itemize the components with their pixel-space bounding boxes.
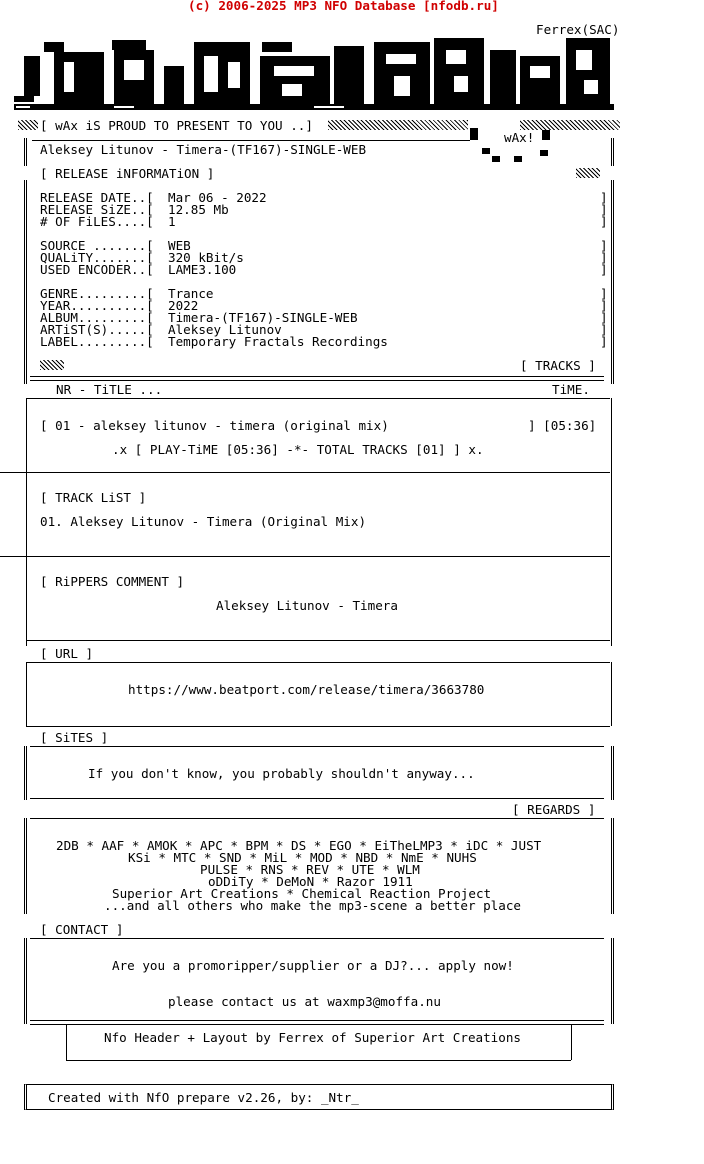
sites-text: If you don't know, you probably shouldn't anyway... xyxy=(88,766,475,781)
divider xyxy=(0,472,610,473)
sites-label: [ SiTES ] xyxy=(40,730,109,745)
info-key-label: LABEL.........[ xyxy=(40,334,154,349)
release-info-label: [ RELEASE iNFORMATiON ] xyxy=(40,166,215,181)
info-close: ] xyxy=(600,310,608,325)
contact-email[interactable]: please contact us at waxmp3@moffa.nu xyxy=(168,994,441,1009)
divider xyxy=(26,640,610,641)
info-key-year: YEAR..........[ xyxy=(40,298,154,313)
info-close: ] xyxy=(600,238,608,253)
info-value-quality: 320 kBit/s xyxy=(168,250,244,265)
divider xyxy=(66,1060,571,1061)
layout-credit: Nfo Header + Layout by Ferrex of Superior Art Creations xyxy=(104,1030,522,1045)
info-key-release-size: RELEASE SiZE..[ xyxy=(40,202,154,217)
info-close: ] xyxy=(600,334,608,349)
shade-block xyxy=(520,120,620,130)
info-close: ] xyxy=(600,262,608,277)
url-label: [ URL ] xyxy=(40,646,94,661)
regards-line: oDDiTy * DeMoN * Razor 1911 xyxy=(208,874,413,889)
info-value-source: WEB xyxy=(168,238,191,253)
info-key-source: SOURCE .......[ xyxy=(40,238,154,253)
info-close: ] xyxy=(600,322,608,337)
shade-block xyxy=(328,120,468,130)
regards-line: Superior Art Creations * Chemical Reaction Project xyxy=(112,886,492,901)
divider xyxy=(30,938,604,939)
info-key-release-date: RELEASE DATE..[ xyxy=(40,190,154,205)
info-close: ] xyxy=(600,214,608,229)
track-list-label: [ TRACK LiST ] xyxy=(40,490,147,505)
group-tag: wAx! xyxy=(504,130,535,145)
info-key-quality: QUALiTY.......[ xyxy=(40,250,154,265)
release-title: Aleksey Litunov - Timera-(TF167)-SINGLE-WEB xyxy=(40,142,367,157)
divider xyxy=(0,556,610,557)
info-value-album: Timera-(TF167)-SINGLE-WEB xyxy=(168,310,358,325)
divider xyxy=(32,140,470,141)
tracks-col-time: TiME. xyxy=(552,382,590,397)
info-value-artists: Aleksey Litunov xyxy=(168,322,282,337)
info-value-genre: Trance xyxy=(168,286,214,301)
total-playtime: .x [ PLAY-TiME [05:36] -*- TOTAL TRACKS [01] ] x. xyxy=(112,442,484,457)
contact-frame xyxy=(24,938,614,1024)
regards-line: 2DB * AAF * AMOK * APC * BPM * DS * EGO * EiTheLMP3 * iDC * JUST xyxy=(56,838,542,853)
proud-line: [ wAx iS PROUD TO PRESENT TO YOU ..] xyxy=(40,118,313,133)
info-key-encoder: USED ENCODER..[ xyxy=(40,262,154,277)
info-value-files: 1 xyxy=(168,214,176,229)
divider xyxy=(30,818,604,819)
info-value-release-size: 12.85 Mb xyxy=(168,202,229,217)
divider xyxy=(26,398,610,399)
rippers-comment-label: [ RiPPERS COMMENT ] xyxy=(40,574,185,589)
created-with: Created with NfO prepare v2.26, by: _Ntr_ xyxy=(48,1090,359,1105)
track-time: ] [05:36] xyxy=(528,418,597,433)
info-close: ] xyxy=(600,202,608,217)
shade-block xyxy=(40,360,64,370)
rippers-comment-text: Aleksey Litunov - Timera xyxy=(216,598,398,613)
url-link[interactable]: https://www.beatport.com/release/timera/3663780 xyxy=(128,682,485,697)
regards-line: KSi * MTC * SND * MiL * MOD * NBD * NmE * NUHS xyxy=(128,850,477,865)
track-list-item: 01. Aleksey Litunov - Timera (Original Mix) xyxy=(40,514,367,529)
regards-label: [ REGARDS ] xyxy=(512,802,596,817)
info-close: ] xyxy=(600,298,608,313)
info-key-artists: ARTiST(S).....[ xyxy=(40,322,154,337)
info-close: ] xyxy=(600,286,608,301)
info-close: ] xyxy=(600,190,608,205)
info-key-files: # OF FiLES....[ xyxy=(40,214,154,229)
info-value-release-date: Mar 06 - 2022 xyxy=(168,190,267,205)
divider xyxy=(26,726,610,727)
shade-block xyxy=(576,168,600,178)
tracks-col-title: NR - TiTLE ... xyxy=(56,382,163,397)
contact-label: [ CONTACT ] xyxy=(40,922,124,937)
divider xyxy=(30,746,604,747)
divider xyxy=(30,376,604,381)
info-value-year: 2022 xyxy=(168,298,199,313)
regards-line: ...and all others who make the mp3-scene a better place xyxy=(104,898,522,913)
shade-block xyxy=(18,120,38,130)
tracks-label: [ TRACKS ] xyxy=(520,358,596,373)
wax-logo-art xyxy=(14,36,626,118)
contact-line-1: Are you a promoripper/supplier or a DJ?... apply now! xyxy=(112,958,514,973)
artist-credit: Ferrex(SAC) xyxy=(536,22,620,37)
track-row: [ 01 - aleksey litunov - timera (original mix) xyxy=(40,418,389,433)
info-key-genre: GENRE.........[ xyxy=(40,286,154,301)
info-value-label: Temporary Fractals Recordings xyxy=(168,334,388,349)
info-key-album: ALBUM.........[ xyxy=(40,310,154,325)
regards-line: PULSE * RNS * REV * UTE * WLM xyxy=(200,862,420,877)
divider xyxy=(26,662,610,663)
info-close: ] xyxy=(600,250,608,265)
divider xyxy=(30,798,604,799)
copyright-banner: (c) 2006-2025 MP3 NFO Database [nfodb.ru] xyxy=(188,0,499,13)
info-value-encoder: LAME3.100 xyxy=(168,262,237,277)
